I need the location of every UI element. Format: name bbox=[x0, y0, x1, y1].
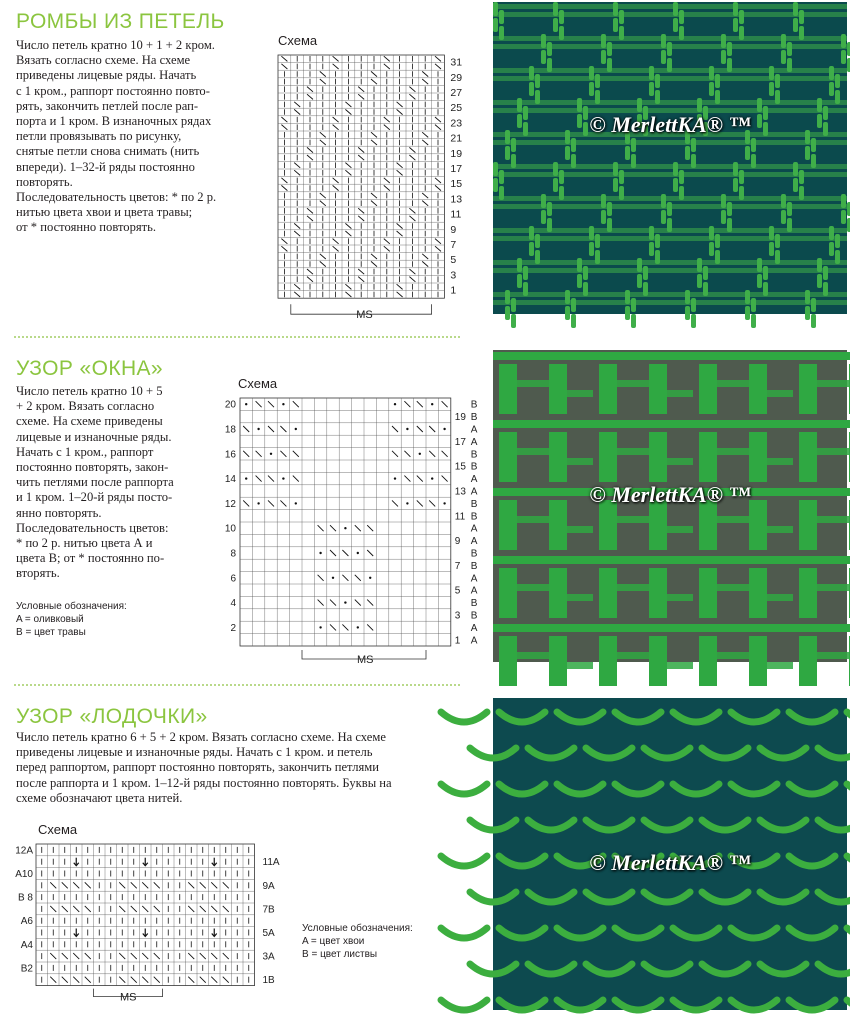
purl-symbol bbox=[357, 626, 359, 628]
section3-text-line: схеме обозначают цвета нитей. bbox=[16, 790, 183, 805]
row-number: 12 bbox=[224, 498, 236, 510]
row-number: 3 bbox=[454, 610, 461, 622]
color-letter: A bbox=[470, 486, 478, 498]
section1-text-line: впереди). 1–32-й ряды постоянно bbox=[16, 159, 195, 174]
row-number: 19 bbox=[450, 147, 463, 160]
ms-label: MS bbox=[120, 991, 137, 1004]
row-label: B2 bbox=[20, 963, 33, 975]
row-number: 4 bbox=[230, 598, 236, 610]
section2-text-line: цвета В; от * постоянно по- bbox=[16, 551, 165, 566]
section1-text-line: Число петель кратно 10 + 1 + 2 кром. bbox=[16, 38, 215, 52]
purl-symbol bbox=[245, 403, 247, 405]
color-letter: B bbox=[470, 560, 478, 572]
row-number: 15 bbox=[450, 178, 463, 191]
purl-symbol bbox=[344, 601, 346, 603]
color-letter: B bbox=[470, 399, 478, 411]
purl-symbol bbox=[270, 453, 272, 455]
section3-schema-label: Схема bbox=[38, 822, 78, 837]
purl-symbol bbox=[295, 428, 297, 430]
section2-legend-item-b: B = цвет травы bbox=[16, 627, 86, 638]
color-letter: B bbox=[470, 449, 478, 461]
row-label: A4 bbox=[20, 939, 33, 951]
color-letter: A bbox=[470, 523, 478, 535]
section2-title: УЗОР «ОКНА» bbox=[16, 357, 164, 380]
section3-watermark: © MerlettKA® ™ bbox=[589, 850, 751, 875]
section3-description bbox=[16, 730, 392, 806]
row-number: 15 bbox=[454, 461, 466, 473]
purl-symbol bbox=[394, 477, 396, 479]
row-number: 2 bbox=[230, 622, 236, 634]
section1-description bbox=[16, 38, 216, 236]
color-letter: A bbox=[470, 436, 478, 448]
row-number: 3 bbox=[450, 269, 457, 282]
purl-symbol bbox=[431, 477, 433, 479]
section3-legend-item-a: A = цвет хвои bbox=[302, 936, 365, 947]
purl-symbol bbox=[443, 502, 445, 504]
color-letter: A bbox=[470, 622, 478, 634]
color-letter: A bbox=[470, 536, 478, 548]
section2-text-line: постоянно повторять, закон- bbox=[16, 460, 169, 475]
section3-chart bbox=[8, 838, 298, 1020]
section2-chart bbox=[218, 392, 478, 670]
row-number: 31 bbox=[450, 56, 463, 69]
row-label: 7B bbox=[262, 904, 275, 916]
section2-text-line: чить петлями после раппорта bbox=[16, 475, 174, 490]
section2-description bbox=[16, 384, 174, 582]
row-number: 1 bbox=[450, 284, 457, 297]
section1-text-line: нитью цвета хвои и цвета травы; bbox=[16, 205, 193, 220]
color-letter: A bbox=[470, 424, 478, 436]
purl-symbol bbox=[282, 403, 284, 405]
section2-text-line: вторять. bbox=[16, 566, 60, 581]
section2-text-line: Начать с 1 кром., раппорт bbox=[16, 444, 154, 459]
row-number: 17 bbox=[454, 436, 466, 448]
row-number: 11 bbox=[450, 208, 462, 221]
section1-text-line: приведены лицевые ряды. Начать bbox=[16, 68, 197, 83]
row-number: 13 bbox=[450, 193, 463, 206]
section2-text-line: лицевые и изнаночные ряды. bbox=[16, 429, 172, 444]
section1-text-line: петли провязывать по рисунку, bbox=[16, 129, 182, 144]
row-number: 7 bbox=[450, 239, 457, 251]
purl-symbol bbox=[332, 577, 334, 579]
row-label: 3A bbox=[262, 951, 275, 963]
purl-symbol bbox=[431, 403, 433, 405]
row-number: 21 bbox=[450, 132, 463, 145]
purl-symbol bbox=[357, 552, 359, 554]
section3-legend-title: Условные обозначения: bbox=[302, 923, 413, 934]
purl-symbol bbox=[257, 428, 259, 430]
row-number: 9 bbox=[450, 223, 457, 236]
section1-text-line: рять, закончить петлей после рап- bbox=[16, 98, 199, 113]
section2-legend-item-a: A = оливковый bbox=[16, 614, 84, 625]
row-number: 14 bbox=[224, 474, 236, 486]
row-number: 16 bbox=[224, 449, 236, 461]
color-letter: A bbox=[470, 573, 478, 585]
color-letter: B bbox=[470, 511, 478, 523]
purl-symbol bbox=[295, 502, 297, 504]
section1-text-line: повторять. bbox=[16, 174, 73, 189]
color-letter: A bbox=[470, 635, 478, 647]
purl-symbol bbox=[344, 527, 346, 529]
purl-symbol bbox=[406, 428, 408, 430]
row-number: 7 bbox=[454, 560, 461, 572]
section2-photo bbox=[493, 350, 847, 662]
section3-text-line: после раппорта и 1 кром. 1–12-й ряды постоянно повторять. Буквы на bbox=[16, 775, 392, 790]
purl-symbol bbox=[394, 403, 396, 405]
section3-text-line: перед раппортом, раппорт постоянно повторять, закончить петлями bbox=[16, 760, 380, 775]
purl-symbol bbox=[319, 626, 321, 628]
purl-symbol bbox=[245, 477, 247, 479]
purl-symbol bbox=[369, 577, 371, 579]
section1-schema-label: Схема bbox=[278, 33, 318, 48]
row-label: 9A bbox=[262, 880, 275, 892]
row-number: 11 bbox=[454, 511, 466, 523]
row-number: 18 bbox=[224, 424, 236, 436]
section2-text-line: янно повторять. bbox=[16, 505, 102, 520]
section1-text-line: Последовательность цветов: * по 2 р. bbox=[16, 190, 217, 205]
purl-symbol bbox=[406, 502, 408, 504]
section3-title: УЗОР «ЛОДОЧКИ» bbox=[16, 705, 208, 728]
section3-legend bbox=[302, 922, 413, 961]
section2-text-line: схеме. На схеме приведены bbox=[16, 414, 163, 429]
section1-text-line: от * постоянно повторять. bbox=[16, 220, 157, 235]
row-number: 5 bbox=[450, 254, 457, 267]
section2-legend bbox=[16, 600, 127, 639]
ms-label: MS bbox=[356, 309, 373, 322]
row-number: 25 bbox=[450, 102, 463, 115]
section2-text-line: Число петель кратно 10 + 5 bbox=[16, 384, 163, 398]
row-number: 6 bbox=[230, 573, 236, 585]
color-letter: B bbox=[470, 548, 478, 560]
section2-legend-title: Условные обозначения: bbox=[16, 601, 127, 612]
section2-text-line: Последовательность цветов: bbox=[16, 520, 169, 535]
section1-text-line: с 1 кром., раппорт постоянно повто- bbox=[16, 83, 210, 98]
row-label: 5A bbox=[262, 928, 275, 939]
purl-symbol bbox=[419, 453, 421, 455]
section-divider-2 bbox=[14, 684, 460, 686]
row-label: 12A bbox=[15, 845, 33, 857]
row-label: 1B bbox=[262, 975, 275, 987]
color-letter: B bbox=[470, 610, 478, 622]
row-number: 10 bbox=[224, 523, 236, 535]
ms-label: MS bbox=[357, 654, 374, 666]
section1-text-line: порта и 1 кром. В изнаночных рядах bbox=[16, 114, 212, 129]
row-number: 27 bbox=[450, 87, 463, 99]
section2-schema-label: Схема bbox=[238, 376, 278, 391]
section-divider-1 bbox=[14, 336, 460, 338]
purl-symbol bbox=[319, 552, 321, 554]
row-number: 20 bbox=[224, 399, 236, 411]
color-letter: B bbox=[470, 461, 478, 473]
row-label: A6 bbox=[20, 916, 33, 928]
section2-watermark: © MerlettKA® ™ bbox=[589, 482, 751, 507]
section2-text-line: и 1 кром. 1–20-й ряды посто- bbox=[16, 490, 173, 505]
row-number: 9 bbox=[454, 536, 461, 548]
color-letter: A bbox=[470, 474, 478, 486]
color-letter: A bbox=[470, 585, 478, 597]
row-number: 19 bbox=[454, 412, 466, 424]
section3-photo bbox=[493, 698, 847, 1010]
color-letter: B bbox=[470, 598, 478, 610]
section1-text-line: Вязать согласно схеме. На схеме bbox=[16, 53, 191, 68]
row-label: A10 bbox=[15, 869, 33, 880]
row-label: 11A bbox=[262, 857, 280, 869]
row-number: 5 bbox=[454, 585, 461, 597]
section2-text-line: + 2 кром. Вязать согласно bbox=[16, 399, 155, 414]
section3-text-line: приведены лицевые и изнаночные ряды. Начать с 1 кром. и петель bbox=[16, 745, 373, 760]
section1-watermark: © MerlettKA® ™ bbox=[589, 112, 751, 137]
purl-symbol bbox=[282, 477, 284, 479]
section1-knit-image bbox=[493, 2, 847, 314]
section1-text-line: снятые петли снова снимать (нить bbox=[16, 144, 200, 159]
section1-title: РОМБЫ ИЗ ПЕТЕЛЬ bbox=[16, 10, 225, 33]
purl-symbol bbox=[257, 502, 259, 504]
row-number: 29 bbox=[450, 71, 463, 84]
section2-text-line: * по 2 р. нитью цвета А и bbox=[16, 536, 153, 551]
section3-text-line: Число петель кратно 6 + 5 + 2 кром. Вязать согласно схеме. На схеме bbox=[16, 730, 386, 744]
row-number: 23 bbox=[450, 117, 463, 130]
row-number: 13 bbox=[454, 486, 466, 498]
row-number: 1 bbox=[454, 635, 461, 647]
color-letter: B bbox=[470, 498, 478, 510]
section1-photo bbox=[493, 2, 847, 314]
row-label: B 8 bbox=[17, 892, 33, 904]
row-number: 17 bbox=[450, 163, 463, 175]
row-number: 8 bbox=[230, 548, 236, 560]
section3-legend-item-b: B = цвет листвы bbox=[302, 949, 378, 960]
purl-symbol bbox=[443, 428, 445, 430]
color-letter: B bbox=[470, 412, 478, 424]
section1-chart bbox=[270, 50, 463, 322]
